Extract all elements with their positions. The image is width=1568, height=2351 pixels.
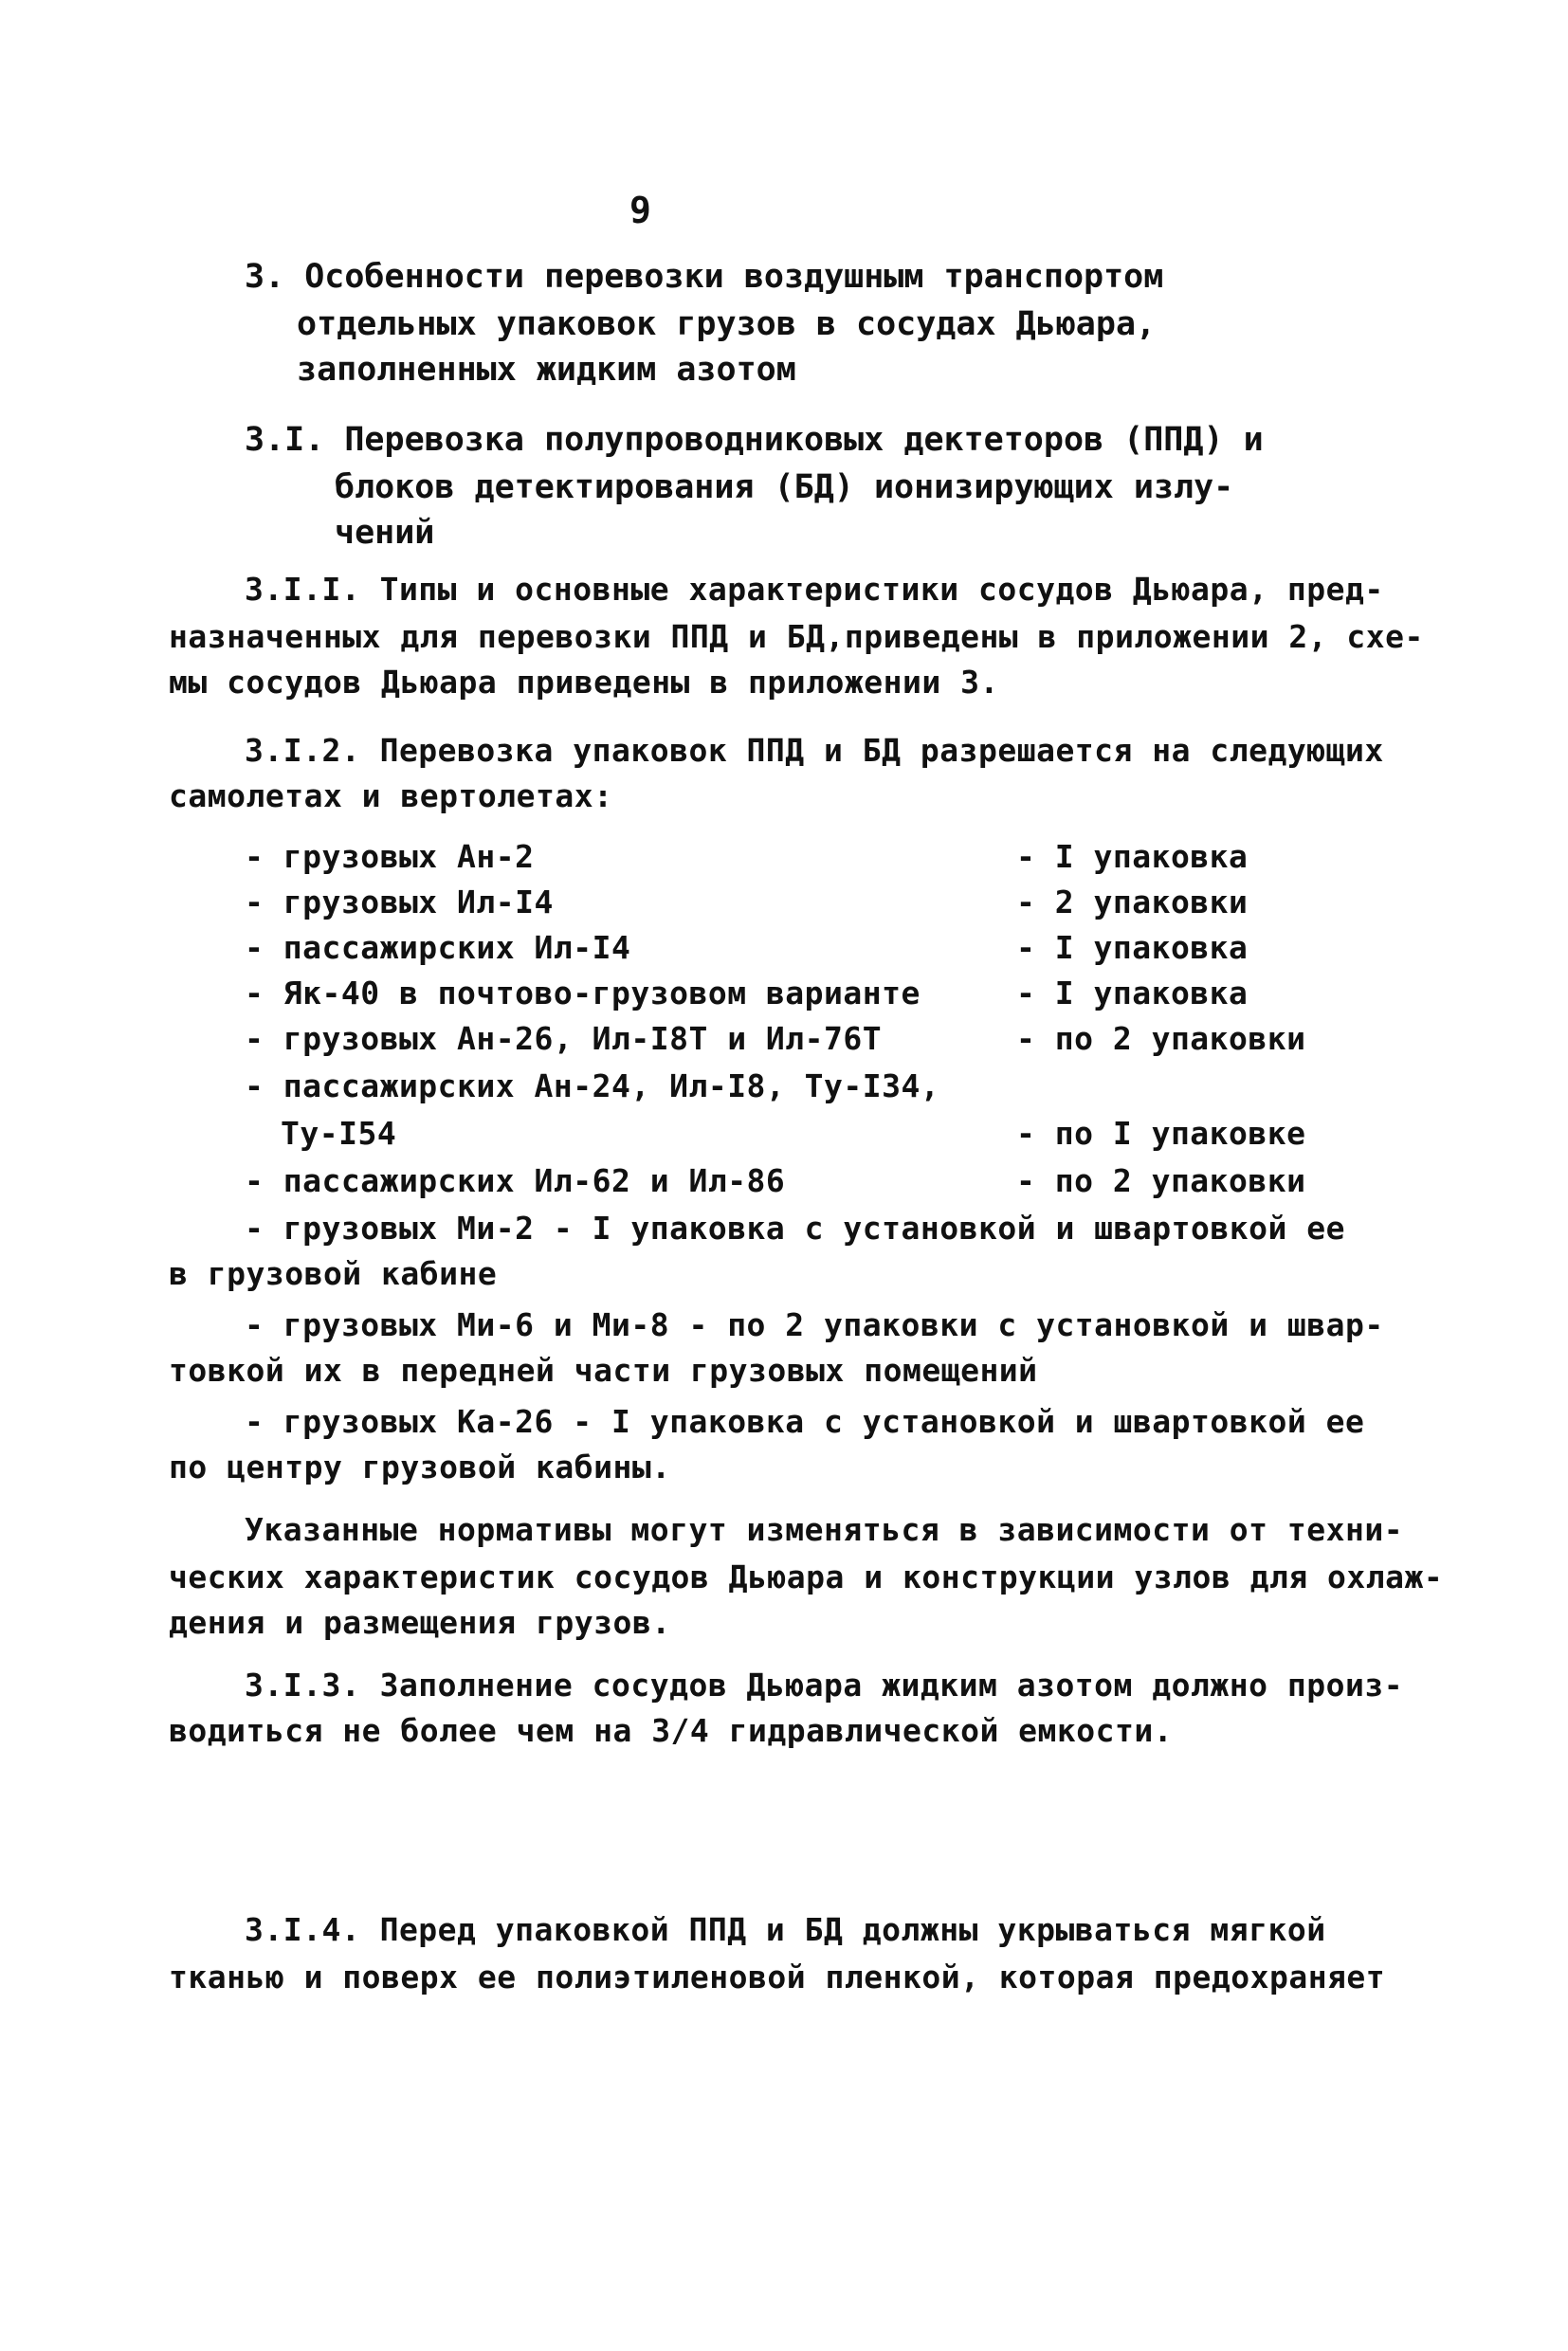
text-line: назначенных для перевозки ППД и БД,приведены в приложении 2, схе- (169, 618, 1424, 655)
text-line: - грузовых Ка-26 - I упаковка с установкой и швартовкой ее (245, 1403, 1365, 1440)
list-item-qty: - 2 упаковки (1016, 884, 1249, 920)
list-item-name: - Як-40 в почтово-грузовом варианте (245, 975, 921, 1011)
list-item-qty: - по 2 упаковки (1016, 1020, 1306, 1057)
text-line: в грузовой кабине (169, 1255, 498, 1292)
text-line: 3.I.2. Перевозка упаковок ППД и БД разрешается на следующих (245, 732, 1384, 769)
heading-line: отдельных упаковок грузов в сосудах Дьюара, (297, 305, 1157, 343)
list-item-name: - пассажирских Ил-I4 (245, 929, 631, 966)
heading-line: 3.I. Перевозка полупроводниковых дектеторов (ППД) и (245, 421, 1264, 459)
text-line: - грузовых Ми-2 - I упаковка с установкой и швартовкой ее (245, 1210, 1345, 1247)
list-item-name: - пассажирских Ан-24, Ил-I8, Ту-I34, (245, 1067, 940, 1104)
text-line: самолетах и вертолетах: (169, 777, 613, 814)
list-item-qty: - I упаковка (1016, 975, 1249, 1011)
text-line: мы сосудов Дьюара приведены в приложении 3. (169, 664, 999, 701)
text-line: 3.I.3. Заполнение сосудов Дьюара жидким азотом должно произ- (245, 1667, 1404, 1704)
heading-line: 3. Особенности перевозки воздушным транспортом (245, 258, 1164, 296)
list-item-name: Ту-I54 (281, 1115, 397, 1152)
text-line: 3.I.I. Типы и основные характеристики сосудов Дьюара, пред- (245, 571, 1384, 608)
list-item-name: - грузовых Ил-I4 (245, 884, 554, 920)
text-line: товкой их в передней части грузовых помещений (169, 1352, 1038, 1389)
text-line: 3.I.4. Перед упаковкой ППД и БД должны укрываться мягкой (245, 1911, 1326, 1948)
text-line: тканью и поверх ее полиэтиленовой пленкой, которая предохраняет (169, 1959, 1386, 1996)
list-item-qty: - по I упаковке (1016, 1115, 1306, 1152)
list-item-qty: - по 2 упаковки (1016, 1162, 1306, 1199)
list-item-qty: - I упаковка (1016, 929, 1249, 966)
text-line: дения и размещения грузов. (169, 1604, 671, 1641)
text-line: по центру грузовой кабины. (169, 1449, 671, 1485)
text-line: ческих характеристик сосудов Дьюара и конструкции узлов для охлаж- (169, 1558, 1444, 1595)
list-item-name: - грузовых Ан-26, Ил-I8Т и Ил-76Т (245, 1020, 883, 1057)
list-item-name: - пассажирских Ил-62 и Ил-86 (245, 1162, 786, 1199)
text-line: водиться не более чем на 3/4 гидравлической емкости. (169, 1712, 1174, 1749)
heading-line: заполненных жидким азотом (297, 351, 796, 389)
text-line: - грузовых Ми-6 и Ми-8 - по 2 упаковки с установкой и швар- (245, 1306, 1384, 1343)
page-number: 9 (629, 190, 651, 231)
heading-line: блоков детектирования (БД) ионизирующих излу- (335, 468, 1234, 506)
heading-line: чений (335, 514, 435, 552)
list-item-name: - грузовых Ан-2 (245, 838, 535, 875)
list-item-qty: - I упаковка (1016, 838, 1249, 875)
text-line: Указанные нормативы могут изменяться в зависимости от техни- (245, 1511, 1404, 1548)
